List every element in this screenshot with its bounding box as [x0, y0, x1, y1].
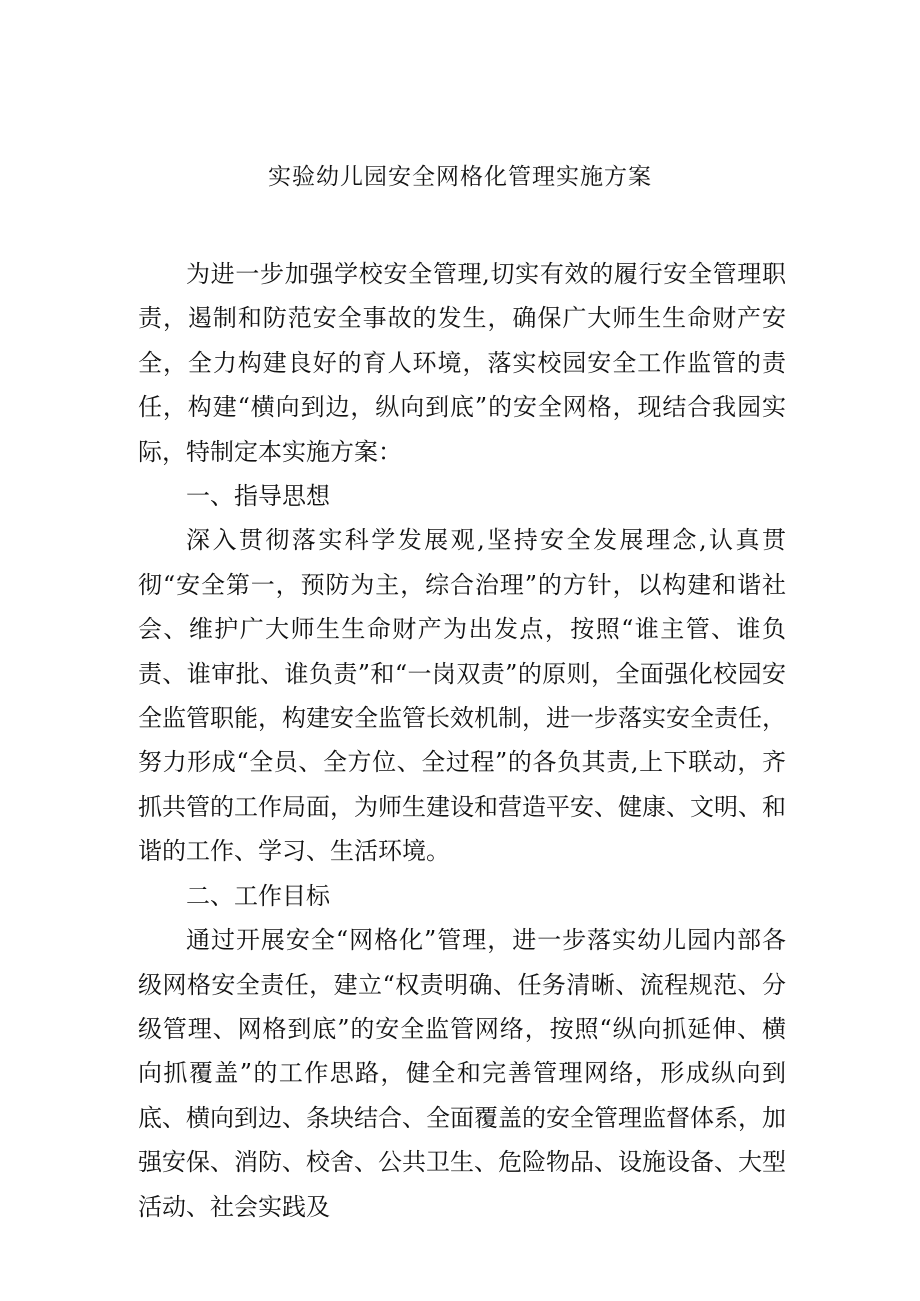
work-goals-paragraph: 通过开展安全“网格化”管理，进一步落实幼儿园内部各级网格安全责任，建立“权责明确、任务清晰、流程规范、分级管理、网格到底”的安全监管网络，按照“纵向抓延伸、横向抓覆盖”的工作思路，健全和完善管理网络，形成纵向到底、横向到边、条块结合、全面覆盖的安全管理监督体系，加强安保、消防、校舍、公共卫生、危险物品、设施设备、大型活动、社会实践及 [138, 926, 786, 1221]
document-body [138, 252, 786, 1229]
section-heading-work-goals: 二、工作目标 [186, 881, 330, 910]
intro-paragraph: 为进一步加强学校安全管理,切实有效的履行安全管理职责，遏制和防范安全事故的发生，确保广大师生生命财产安全，全力构建良好的育人环境，落实校园安全工作监管的责任，构建“横向到边，纵向到底”的安全网格，现结合我园实际，特制定本实施方案： [138, 260, 786, 466]
document-title: 实验幼儿园安全网格化管理实施方案 [268, 164, 652, 190]
guiding-ideology-paragraph: 深入贯彻落实科学发展观,坚持安全发展理念,认真贯彻“安全第一，预防为主，综合治理”的方针，以构建和谐社会、维护广大师生生命财产为出发点，按照“谁主管、谁负责、谁审批、谁负责”和“一岗双责”的原则，全面强化校园安全监管职能，构建安全监管长效机制，进一步落实安全责任，努力形成“全员、全方位、全过程”的各负其责,上下联动，齐抓共管的工作局面，为师生建设和营造平安、健康、文明、和谐的工作、学习、生活环境。 [138, 526, 786, 866]
section-heading-guiding-ideology: 一、指导思想 [186, 482, 330, 511]
